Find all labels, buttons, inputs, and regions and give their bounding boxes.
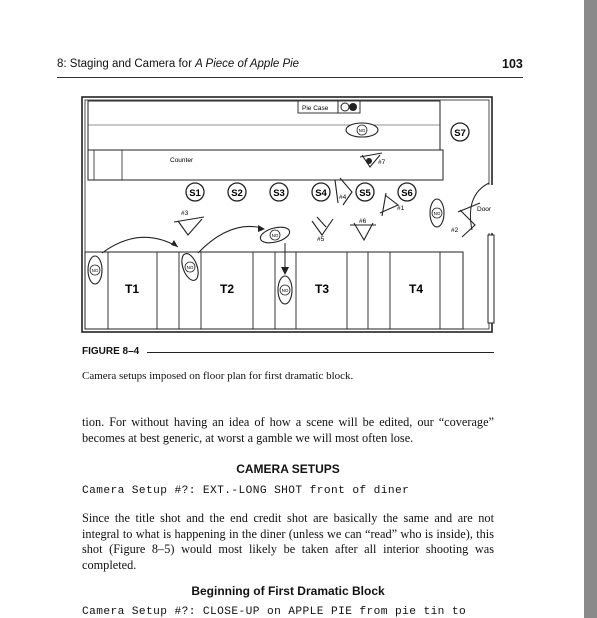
actor-mark xyxy=(346,123,378,137)
header-title-italic: A Piece of Apple Pie xyxy=(195,58,300,70)
front-counter xyxy=(88,150,443,180)
actor-mark xyxy=(278,276,292,304)
stool-label: S6 xyxy=(401,188,413,199)
svg-text:NO: NO xyxy=(281,288,289,293)
camera-label: #6 xyxy=(359,218,367,225)
svg-text:NO: NO xyxy=(186,265,194,270)
table-t4: T4 xyxy=(408,282,424,296)
stool-s5 xyxy=(356,183,374,201)
camera-label: #7 xyxy=(378,159,386,166)
scrollbar-track[interactable] xyxy=(584,0,597,618)
figure-number: FIGURE 8–4 xyxy=(82,346,140,357)
table-t1: T1 xyxy=(124,282,140,296)
camera-setup xyxy=(380,193,398,216)
camera-label: #3 xyxy=(181,210,189,217)
window xyxy=(488,235,494,323)
stool-s6 xyxy=(398,183,416,201)
table-t2: T2 xyxy=(219,282,235,296)
camera-label: #4 xyxy=(339,194,347,201)
header-title-prefix: Staging and Camera for xyxy=(69,58,196,70)
chapter-number: 8: xyxy=(57,58,67,70)
running-header xyxy=(57,58,299,70)
stool-s1 xyxy=(186,183,204,201)
booth-row xyxy=(85,252,463,329)
section-heading: Beginning of First Dramatic Block xyxy=(191,584,385,598)
camera-label: #1 xyxy=(397,205,405,212)
stool-label: S5 xyxy=(359,188,371,199)
stool-s4 xyxy=(312,183,330,201)
stool-s7 xyxy=(451,123,469,141)
camera-setup-line: Camera Setup #?: EXT.-LONG SHOT front of diner xyxy=(82,485,410,497)
stool-s2 xyxy=(228,183,246,201)
pie-case-label: Pie Case xyxy=(302,105,329,112)
header-divider xyxy=(57,77,523,78)
camera-label: #2 xyxy=(451,227,459,234)
svg-text:NO: NO xyxy=(358,128,366,133)
page-number: 103 xyxy=(502,57,523,71)
stool-label: S7 xyxy=(454,128,466,139)
floor-plan-figure xyxy=(80,95,500,335)
stool-label: S4 xyxy=(315,188,327,199)
counter-label: Counter xyxy=(170,157,194,164)
actor-mark xyxy=(179,251,202,282)
table-t3: T3 xyxy=(314,282,330,296)
svg-text:NO: NO xyxy=(271,233,279,238)
stool-label: S1 xyxy=(189,188,201,199)
door-label: Door xyxy=(477,206,492,213)
back-counter xyxy=(88,101,440,150)
svg-text:NO: NO xyxy=(91,268,99,273)
body-paragraph: tion. For without having an idea of how a scene will be edited, our “coverage” becomes at best generic, at worst a gamble we will most often lose. xyxy=(82,415,494,445)
section-heading: CAMERA SETUPS xyxy=(236,462,340,476)
stool-label: S2 xyxy=(231,188,243,199)
figure-caption: Camera setups imposed on floor plan for first dramatic block. xyxy=(82,370,354,382)
camera-setup xyxy=(350,223,376,240)
stool-label: S3 xyxy=(273,188,285,199)
svg-text:NO: NO xyxy=(433,211,441,216)
camera-setup xyxy=(174,217,204,235)
camera-label: #5 xyxy=(317,236,325,243)
actor-mark xyxy=(88,256,102,284)
stool-s3 xyxy=(270,183,288,201)
actor-mark xyxy=(259,224,292,245)
body-paragraph: Since the title shot and the end credit shot are basically the same and are not integral to what is happening in the diner (unless we can “read” who is inside), this shot (Figure 8–5) would most likely be taken after all interior shooting was completed. xyxy=(82,511,494,572)
figure-divider xyxy=(147,352,494,353)
actor-mark xyxy=(430,199,444,227)
camera-setup-line: Camera Setup #?: CLOSE-UP on APPLE PIE from pie tin to xyxy=(82,606,467,618)
camera-setup xyxy=(312,217,333,235)
